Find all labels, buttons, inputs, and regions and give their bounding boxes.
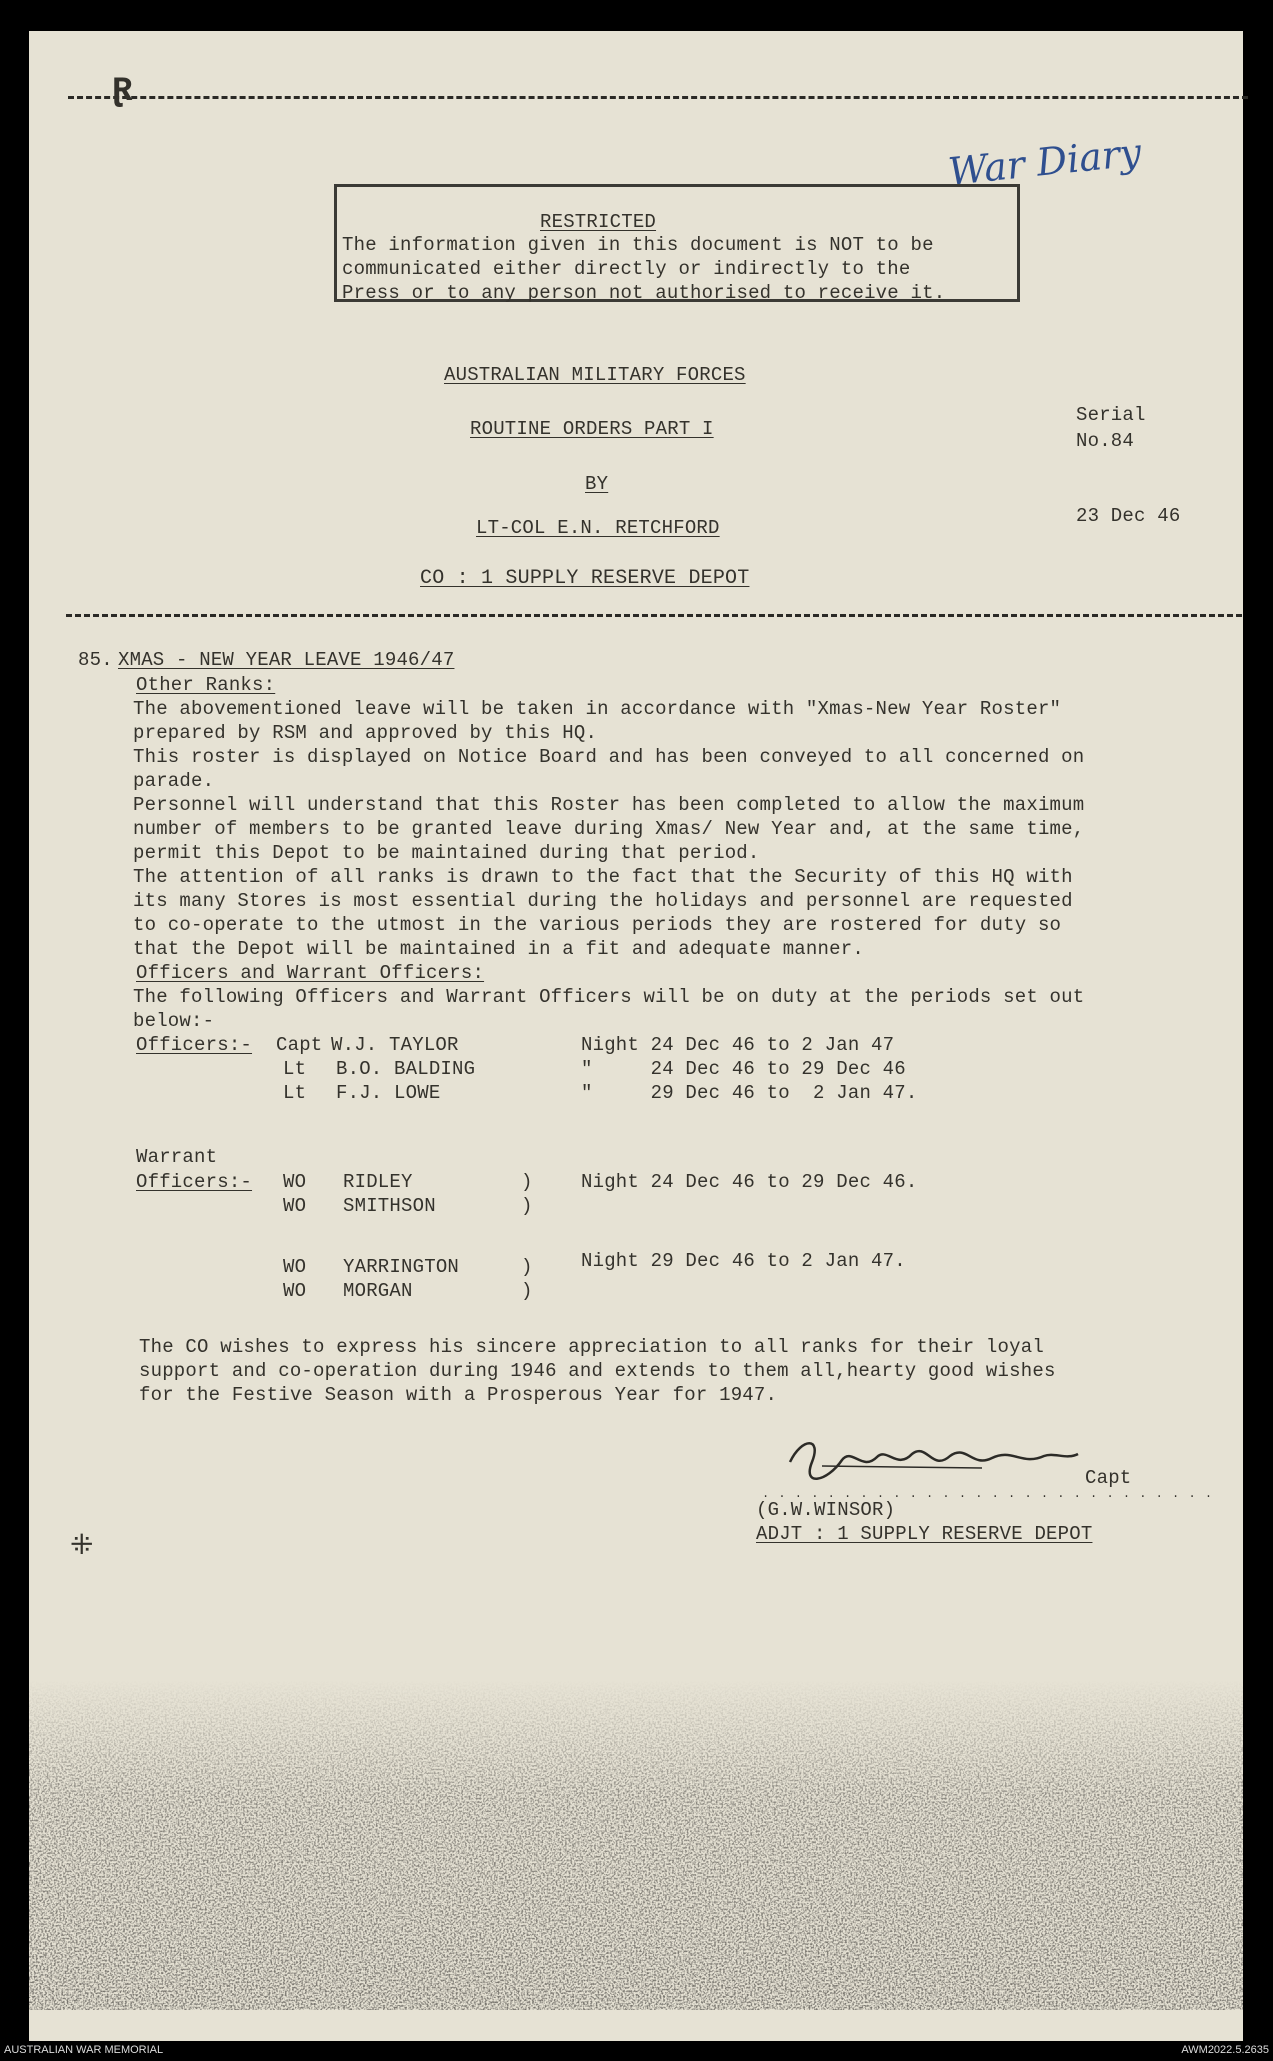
body-line: The abovementioned leave will be taken in accordance with "Xmas-New Year Roster" (133, 698, 1062, 720)
officer-period: Night 24 Dec 46 to 2 Jan 47 (581, 1034, 895, 1056)
officer-period: " 29 Dec 46 to 2 Jan 47. (581, 1082, 918, 1104)
ink-mark: Ɽ (112, 73, 133, 111)
body-line: number of members to be granted leave during Xmas/ New Year and, at the same time, (133, 818, 1085, 840)
stamp-line: Press or to any person not authorised to receive it. (342, 282, 946, 304)
header-rule (66, 614, 1242, 617)
signature-dotted-line: . . . . . . . . . . . . . . . . . . . . . . . . . . . . (762, 1487, 1214, 1501)
serial-number: No.84 (1076, 430, 1135, 452)
header-officer: LT-COL E.N. RETCHFORD (476, 517, 720, 539)
closing-line: support and co-operation during 1946 and extends to them all,hearty good wishes (139, 1360, 1056, 1382)
wo-rank: WO (283, 1256, 307, 1278)
closing-line: The CO wishes to express his sincere appreciation to all ranks for their loyal (139, 1336, 1044, 1358)
top-rule (68, 96, 1248, 99)
wo-period: Night 29 Dec 46 to 2 Jan 47. (581, 1250, 906, 1272)
officers-label: Officers:- (136, 1034, 253, 1056)
officer-name: W.J. TAYLOR (331, 1034, 459, 1056)
body-line: permit this Depot to be maintained during that period. (133, 842, 760, 864)
officers-heading: Officers and Warrant Officers: (136, 962, 485, 984)
officer-rank: Lt (283, 1082, 307, 1104)
wo-period: Night 24 Dec 46 to 29 Dec 46. (581, 1171, 918, 1193)
footer-right: AWM2022.5.2635 (1181, 2044, 1269, 2056)
wo-name: SMITHSON (343, 1195, 436, 1217)
serial-label: Serial (1076, 404, 1146, 426)
body-line: This roster is displayed on Notice Board and has been conveyed to all concerned on (133, 746, 1085, 768)
bracket: ) (521, 1280, 533, 1302)
body-line: parade. (133, 770, 215, 792)
bracket: ) (521, 1256, 533, 1278)
signature-appointment: ADJT : 1 SUPPLY RESERVE DEPOT (756, 1523, 1093, 1545)
header-unit: CO : 1 SUPPLY RESERVE DEPOT (420, 567, 750, 590)
other-ranks-heading: Other Ranks: (136, 674, 276, 696)
signature-name: (G.W.WINSOR) (756, 1499, 896, 1521)
handwritten-note: War Diary (946, 130, 1144, 194)
officers-intro: below:- (133, 1010, 215, 1032)
officer-name: F.J. LOWE (336, 1082, 441, 1104)
wo-rank: WO (283, 1171, 307, 1193)
stamp-title: RESTRICTED (540, 211, 657, 233)
body-line: its many Stores is most essential during the holidays and personnel are requested (133, 890, 1073, 912)
officers-intro: The following Officers and Warrant Officers will be on duty at the periods set out (133, 986, 1085, 1008)
wo-rank: WO (283, 1280, 307, 1302)
order-title: XMAS - NEW YEAR LEAVE 1946/47 (118, 649, 455, 671)
body-line: that the Depot will be maintained in a fit and adequate manner. (133, 938, 864, 960)
body-line: to co-operate to the utmost in the various periods they are rostered for duty so (133, 914, 1062, 936)
header-org: AUSTRALIAN MILITARY FORCES (444, 364, 746, 386)
header-orders: ROUTINE ORDERS PART I (470, 418, 714, 440)
bracket: ) (521, 1171, 533, 1193)
signature-scrawl (782, 1432, 1092, 1492)
wo-name: YARRINGTON (343, 1256, 460, 1278)
stamp-line: The information given in this document is NOT to be (342, 234, 934, 256)
officer-rank: Capt (276, 1034, 323, 1056)
bracket: ) (521, 1195, 533, 1217)
warrant-label: Officers:- (136, 1171, 253, 1193)
order-date: 23 Dec 46 (1076, 505, 1181, 527)
officer-rank: Lt (283, 1058, 307, 1080)
wo-rank: WO (283, 1195, 307, 1217)
body-line: The attention of all ranks is drawn to the fact that the Security of this HQ with (133, 866, 1073, 888)
stamp-line: communicated either directly or indirectly to the (342, 258, 911, 280)
wo-name: MORGAN (343, 1280, 413, 1302)
stray-mark: ⁜ (70, 1532, 94, 1563)
warrant-label: Warrant (136, 1146, 218, 1168)
toner-noise (29, 1680, 1243, 2010)
closing-line: for the Festive Season with a Prosperous Year for 1947. (139, 1384, 778, 1406)
signature-rank: Capt (1085, 1467, 1132, 1489)
officer-period: " 24 Dec 46 to 29 Dec 46 (581, 1058, 906, 1080)
order-number: 85. (78, 649, 113, 671)
header-by: BY (585, 473, 609, 495)
footer-left: AUSTRALIAN WAR MEMORIAL (4, 2044, 164, 2056)
wo-name: RIDLEY (343, 1171, 413, 1193)
body-line: Personnel will understand that this Roster has been completed to allow the maximum (133, 794, 1085, 816)
officer-name: B.O. BALDING (336, 1058, 476, 1080)
body-line: prepared by RSM and approved by this HQ. (133, 722, 598, 744)
